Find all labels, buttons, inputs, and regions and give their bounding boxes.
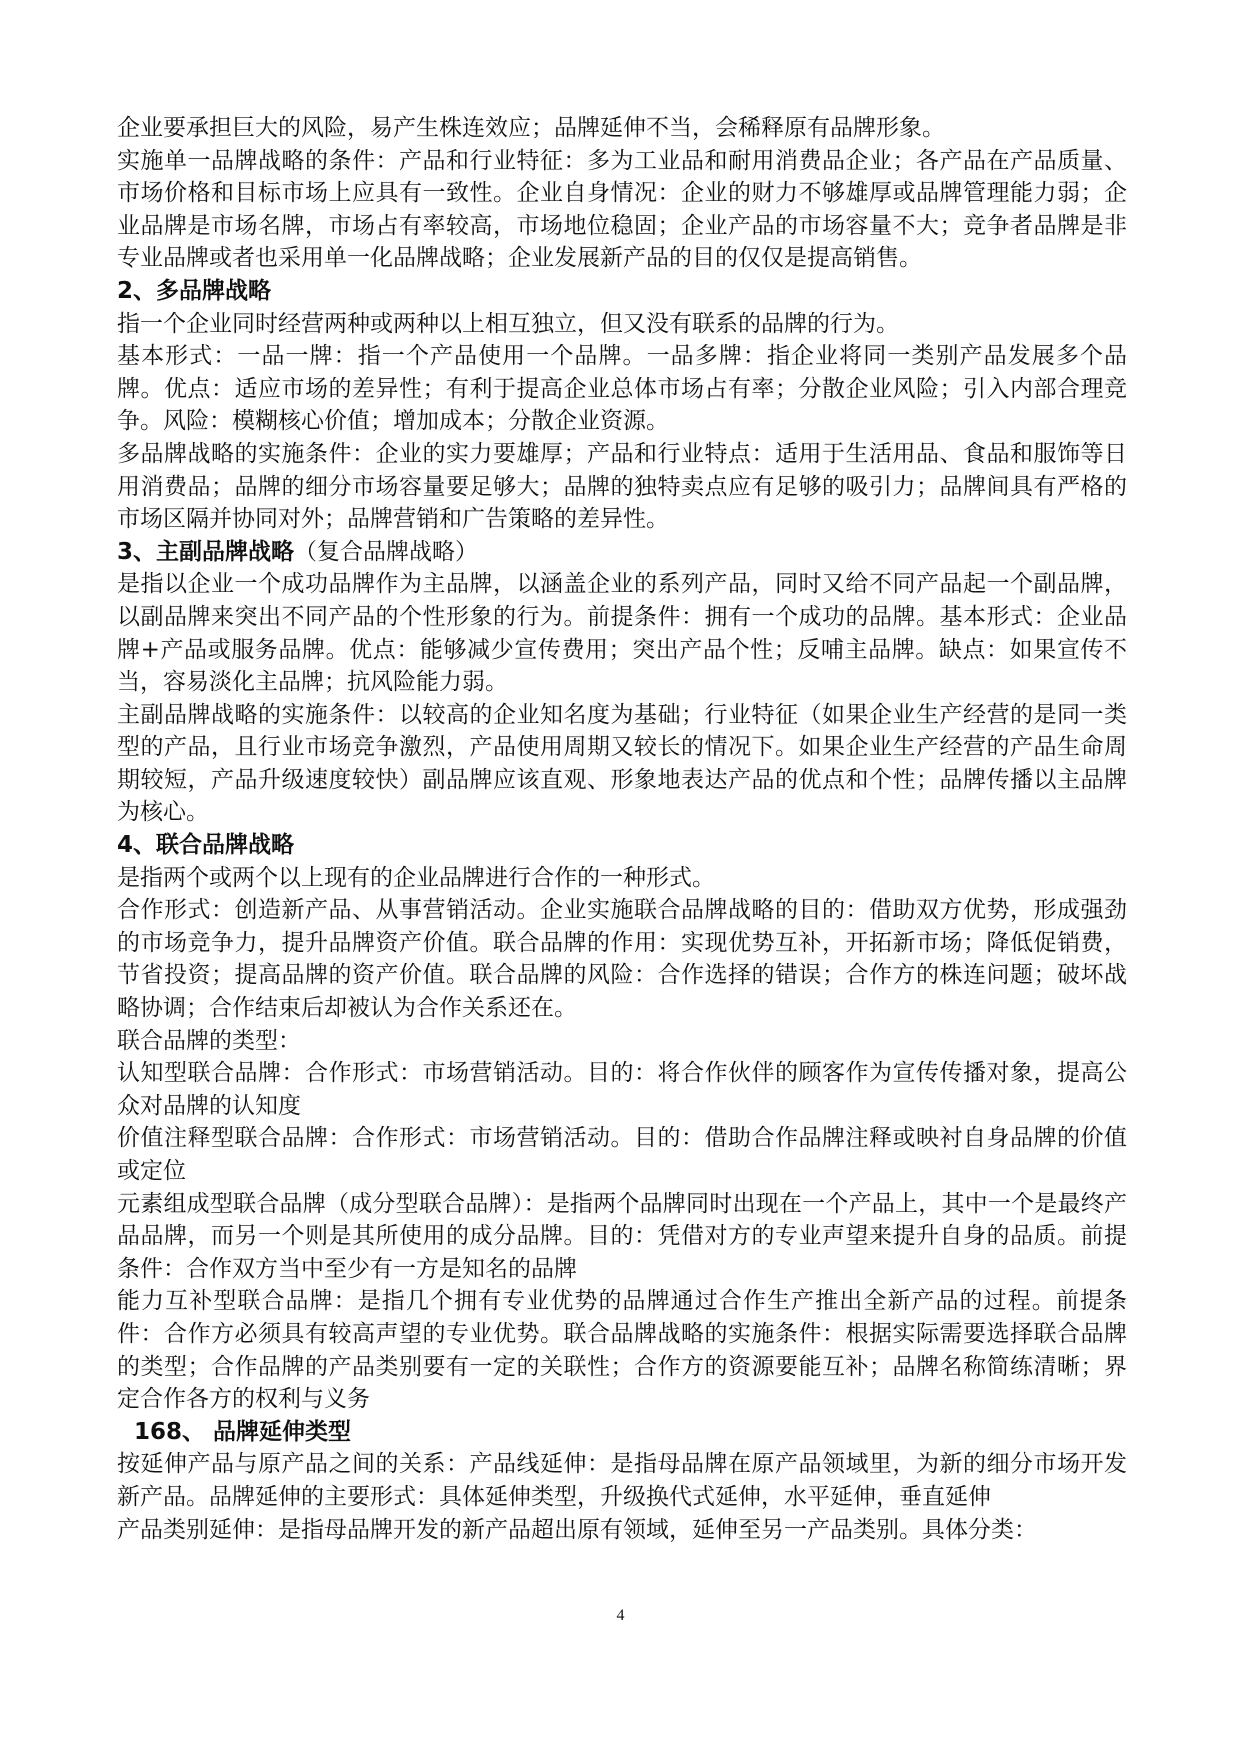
paragraph: 元素组成型联合品牌（成分型联合品牌）：是指两个品牌同时出现在一个产品上，其中一个是最终产品品牌，而另一个则是其所使用的成分品牌。目的：凭借对方的专业声望来提升自身的品质。前提条件：合作双方当中至少有一方是知名的品牌 (117, 1190, 1127, 1282)
paragraph: 价值注释型联合品牌：合作形式：市场营销活动。目的：借助合作品牌注释或映衬自身品牌的价值或定位 (117, 1125, 1127, 1184)
paragraph: 主副品牌战略的实施条件：以较高的企业知名度为基础；行业特征（如果企业生产经营的是同一类型的产品，且行业市场竞争激烈，产品使用周期又较长的情况下。如果企业生产经营的产品生命周期较短，产品升级速度较快）副品牌应该直观、形象地表达产品的优点和个性；品牌传播以主品牌为核心。 (117, 701, 1127, 826)
paragraph: 是指以企业一个成功品牌作为主品牌，以涵盖企业的系列产品，同时又给不同产品起一个副品牌，以副品牌来突出不同产品的个性形象的行为。前提条件：拥有一个成功的品牌。基本形式：企业品牌+产品或服务品牌。优点：能够减少宣传费用；突出产品个性；反哺主品牌。缺点：如果宣传不当，容易淡化主品牌；抗风险能力弱。 (117, 571, 1127, 696)
section-heading: 168、 品牌延伸类型 (134, 1418, 352, 1445)
document-body (117, 112, 1127, 1546)
paragraph: 能力互补型联合品牌：是指几个拥有专业优势的品牌通过合作生产推出全新产品的过程。前提条件：合作方必须具有较高声望的专业优势。联合品牌战略的实施条件：根据实际需要选择联合品牌的类型；合作品牌的产品类别要有一定的关联性；合作方的资源要能互补；品牌名称简练清晰；界定合作各方的权利与义务 (117, 1288, 1127, 1413)
page-number: 4 (616, 1607, 625, 1624)
paragraph: 按延伸产品与原产品之间的关系：产品线延伸：是指母品牌在原产品领域里，为新的细分市场开发新产品。品牌延伸的主要形式：具体延伸类型，升级换代式延伸，水平延伸，垂直延伸 (117, 1451, 1127, 1510)
paragraph: 基本形式：一品一牌：指一个产品使用一个品牌。一品多牌：指企业将同一类别产品发展多个品牌。优点：适应市场的差异性；有利于提高企业总体市场占有率；分散企业风险；引入内部合理竞争。风险：模糊核心价值；增加成本；分散企业资源。 (117, 343, 1127, 435)
paragraph: 认知型联合品牌：合作形式：市场营销活动。目的：将合作伙伴的顾客作为宣传传播对象，提高公众对品牌的认知度 (117, 1060, 1127, 1119)
paragraph: 实施单一品牌战略的条件：产品和行业特征：多为工业品和耐用消费品企业；各产品在产品质量、市场价格和目标市场上应具有一致性。企业自身情况：企业的财力不够雄厚或品牌管理能力弱；企业品牌是市场名牌，市场占有率较高，市场地位稳固；企业产品的市场容量不大；竞争者品牌是非专业品牌或者也采用单一化品牌战略；企业发展新产品的目的仅仅是提高销售。 (117, 147, 1127, 272)
paragraph: 联合品牌的类型： (117, 1027, 301, 1054)
section-heading (117, 536, 1127, 569)
paragraph: 指一个企业同时经营两种或两种以上相互独立，但又没有联系的品牌的行为。 (117, 310, 899, 337)
paragraph: 合作形式：创造新产品、从事营销活动。企业实施联合品牌战略的目的：借助双方优势，形成强劲的市场竞争力，提升品牌资产价值。联合品牌的作用：实现优势互补，开拓新市场；降低促销费，节省投资；提高品牌的资产价值。联合品牌的风险：合作选择的错误；合作方的株连问题；破坏战略协调；合作结束后却被认为合作关系还在。 (117, 897, 1127, 1022)
section-heading: 2、多品牌战略 (117, 277, 272, 304)
paragraph: 产品类别延伸：是指母品牌开发的新产品超出原有领域，延伸至另一产品类别。具体分类： (117, 1516, 1037, 1543)
section-heading: 4、联合品牌战略 (117, 832, 295, 859)
paragraph: 多品牌战略的实施条件：企业的实力要雄厚；产品和行业特点：适用于生活用品、食品和服饰等日用消费品；品牌的细分市场容量要足够大；品牌的独特卖点应有足够的吸引力；品牌间具有严格的市场区隔并协同对外；品牌营销和广告策略的差异性。 (117, 440, 1127, 533)
paragraph: 企业要承担巨大的风险，易产生株连效应；品牌延伸不当，会稀释原有品牌形象。 (117, 115, 945, 141)
section-heading-note: （复合品牌战略） (294, 538, 479, 565)
section-heading-title: 3、主副品牌战略 (117, 538, 295, 565)
paragraph: 是指两个或两个以上现有的企业品牌进行合作的一种形式。 (117, 864, 715, 891)
